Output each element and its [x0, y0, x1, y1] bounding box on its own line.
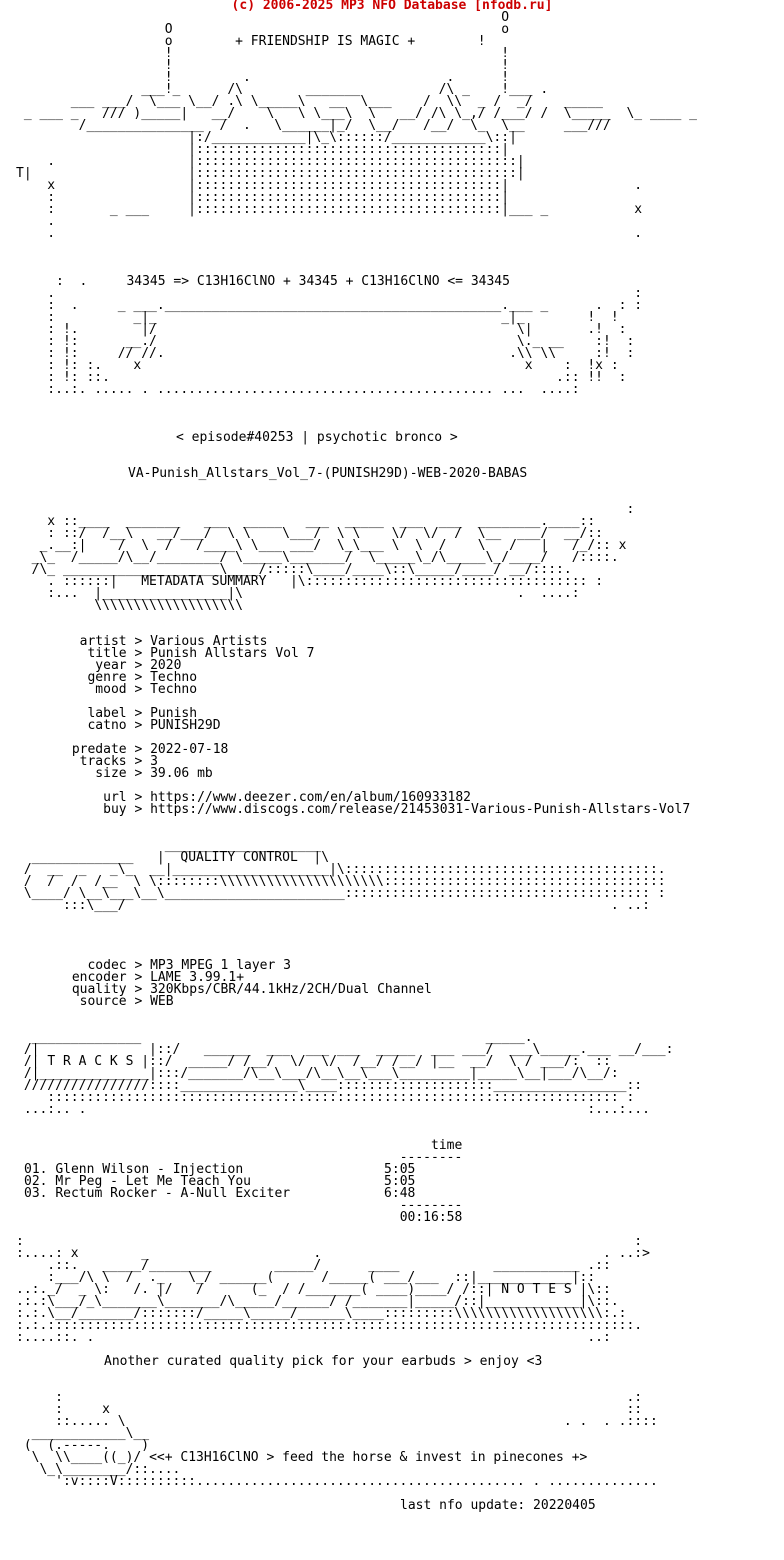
meta-value: PUNISH29D [150, 718, 221, 733]
meta-key: size [64, 766, 127, 781]
quality-value: MP3 MPEG 1 layer 3 [150, 958, 291, 973]
meta-value: Punish Allstars Vol 7 [150, 646, 315, 661]
meta-value: https://www.deezer.com/en/album/160933182 [150, 790, 472, 805]
meta-key: mood [64, 682, 127, 697]
meta-row: size > 39.06 mb [64, 766, 213, 781]
meta-key: predate [64, 742, 127, 757]
metadata-list [64, 636, 690, 816]
meta-row: url > https://www.deezer.com/en/album/160933182 [64, 790, 472, 805]
total-row [24, 1212, 462, 1224]
meta-key: label [64, 706, 127, 721]
quality-list [64, 960, 432, 1008]
meta-key: url [64, 790, 127, 805]
notes-heading: N O T E S [501, 1282, 572, 1297]
meta-row: predate > 2022-07-18 [64, 742, 229, 757]
meta-value: Punish [150, 706, 198, 721]
metadata-section-art: : x ::____ _______ ___ _____ ___ _____ ___ ___ ________.____:: : ::/ /__\ __/___/ \ \ \___/ \ \ \/ \/ / \__ ___/ __/:: _.__:| / \ / /____\ \___ ___/ \_\___ \ \ / \ / | /_/:: x _\_ /_____/\__/________/ \_____\_______/ \_____\_/\_____\_/____/ /::::. /\_ ____________________\____/:::::\____/____\::\_____/____/ __/::::. . ::::::| METADATA SUMMARY |\:::::::::::::::::::::::::::::::::::: : :... |________________|\ . ....: \\\\\\\\\\\\\\\\\\\ [31, 502, 635, 613]
meta-row: tracks > 3 [64, 754, 158, 769]
track-number: 02. [24, 1174, 48, 1189]
quality-section-art: ____________________ _____________ | QUALITY CONTROL |\ / __ _ _\_ __|____________________|\::::::::::::::::::::::::::::::::::::::::. / / / /__ \ \::::::::\\\\\\\\\\\\\\\\\\\\\:::::::::::::::::::::::::::::::::::: \____/ \__\___\__\_______________________::::::::::::::::::::::::::::::::::::::: : :::\___/ . ..: [23, 838, 666, 913]
formula-line: : . 34345 => C13H16ClNO + 34345 + C13H16ClNO <= 34345 [56, 274, 510, 289]
release-name: VA-Punish_Allstars_Vol_7-(PUNISH29D)-WEB-2020-BABAS [128, 466, 528, 481]
meta-key: title [64, 646, 127, 661]
metadata-heading: METADATA SUMMARY [141, 574, 267, 589]
meta-row: genre > Techno [64, 670, 198, 685]
notes-text: Another curated quality pick for your earbuds > enjoy <3 [104, 1354, 543, 1369]
quality-key: source [64, 994, 127, 1009]
quality-key: codec [64, 958, 127, 973]
top-ascii-art: O O o o + FRIENDSHIP IS MAGIC + ! ! ! ! ! ! . . ! ___!_ /\ _______ /\ _ !___ . ___ ___/ \___ \__/ .\ \_____\ __ \___ / \\ _ / _/ _____ _ ___ _ /// )_____| __/ \ \ \___\ \ __/ /\ \_,/ /___/ / \_____ \_ ____ _ /_______________ / . \______|_/ \__/ /__/ \_ \__ ___/// |:/____________|\_\::::::/____________\::| |:::::::::::::::::::::::::::::::::::::::| . |:::::::::::::::::::::::::::::::::::::::::| T| |:::::::::::::::::::::::::::::::::::::::::| x |:::::::::::::::::::::::::::::::::::::::| . : |:::::::::::::::::::::::::::::::::::::::| : _ ___ |:::::::::::::::::::::::::::::::::::::::|___ _ x . . . [16, 10, 697, 241]
meta-value: 2020 [150, 658, 182, 673]
meta-value: https://www.discogs.com/release/21453031-Various-Punish-Allstars-Vol7 [150, 802, 691, 817]
time-rule: -------- [399, 1150, 463, 1165]
meta-row: catno > PUNISH29D [64, 718, 221, 733]
quality-row: source > WEB [64, 994, 174, 1009]
track-number: 03. [24, 1186, 48, 1201]
quality-row: encoder > LAME 3.99.1+ [64, 970, 245, 985]
meta-key: genre [64, 670, 127, 685]
meta-value: 39.06 mb [150, 766, 213, 781]
meta-row: buy > https://www.discogs.com/release/21453031-Various-Punish-Allstars-Vol7 [64, 802, 691, 817]
copyright-header: (c) 2006-2025 MP3 NFO Database [nfodb.ru] [231, 0, 553, 13]
meta-value: Techno [150, 682, 198, 697]
tracklist [24, 1140, 462, 1224]
meta-key: tracks [64, 754, 127, 769]
meta-value: Various Artists [150, 634, 268, 649]
quality-row: quality > 320Kbps/CBR/44.1kHz/2CH/Dual Channel [64, 982, 432, 997]
footer-art: : .: : x :: ::..... \ . . . .:::: ____________\__ ( (.-----. ) \ \\____((_)/ <<+ C13H16ClNO > feed the horse & invest in pinecones +> \_\________/::.... ':v::::V::::::::::.......................................... . .............. [23, 1390, 658, 1489]
meta-value: 2022-07-18 [150, 742, 229, 757]
quality-value: LAME 3.99.1+ [150, 970, 245, 985]
meta-row: year > 2020 [64, 658, 182, 673]
quality-key: quality [64, 982, 127, 997]
quality-key: encoder [64, 970, 127, 985]
meta-key: catno [64, 718, 127, 733]
episode-line: < episode#40253 | psychotic bronco > [176, 430, 458, 445]
meta-row: label > Punish [64, 706, 198, 721]
track-time: 5:05 [384, 1162, 416, 1177]
tracks-heading: T R A C K S [47, 1054, 134, 1069]
track-number: 01. [24, 1162, 48, 1177]
quality-heading: QUALITY CONTROL [180, 850, 298, 865]
signoff-text: <<+ C13H16ClNO > feed the horse & invest in pinecones +> [149, 1450, 588, 1465]
tracks-section-art: ______________ _____. /| |::/ ______ ___ ___ ___ _____ ___ ___/ ___\_____.___ __/___: /| T R A C K S |::/ _____/ /__/ \/ \/ /__/ /__/ |__ __/ \ / ___/: :: /|______________|:::/_______/\__\___/\__\__\___\_________|_____\__|___/\__/: ////////////////::::_______________\____::::::::::::::::::::_________________:: ::::::::::::::::::::::::::::::::::::::::::::::::::::::::::::::::::::::::: : ...:.. . :...:... [23, 1030, 674, 1117]
quality-row: codec > MP3 MPEG 1 layer 3 [64, 958, 291, 973]
meta-key: buy [64, 802, 127, 817]
tagline: + FRIENDSHIP IS MAGIC + [235, 34, 416, 49]
track-time: 6:48 [384, 1186, 416, 1201]
quality-value: 320Kbps/CBR/44.1kHz/2CH/Dual Channel [150, 982, 432, 997]
meta-value: Techno [150, 670, 198, 685]
meta-key: year [64, 658, 127, 673]
track-title: Mr Peg - Let Me Teach You [55, 1174, 251, 1189]
meta-row: artist > Various Artists [64, 634, 268, 649]
last-update: last nfo update: 20220405 [400, 1498, 596, 1513]
track-time: 5:05 [384, 1174, 416, 1189]
formula-text: 34345 => C13H16ClNO + 34345 + C13H16ClNO <= 34345 [126, 274, 510, 289]
track-title: Glenn Wilson - Injection [55, 1162, 244, 1177]
total-rule: -------- [399, 1198, 463, 1213]
meta-row: title > Punish Allstars Vol 7 [64, 646, 315, 661]
meta-row: mood > Techno [64, 682, 198, 697]
meta-key: artist [64, 634, 127, 649]
total-time: 00:16:58 [399, 1210, 463, 1225]
track-title: Rectum Rocker - A-Null Exciter [55, 1186, 291, 1201]
meta-value: 3 [150, 754, 158, 769]
quality-value: WEB [150, 994, 174, 1009]
frame-art: . : : . _ ___.___________________________________________.___ _ . : : : _|_ _|_ ! ! : !. |/ \| .! : : !: __./ \._ __ :! : : !: // //. .\\ \\ :! : : !: :. x x : !x : : !: ::. .:: !! : :..:. ..... . ........................................... ... ....: [47, 286, 643, 397]
notes-section-art: : : :....: x _ . . ..:> .::. _____/________ _____/ ____ ___________ .:: :___/\ \ / ._ \_/ ______( /_____( ___/___ ::|____________|:: ..:._/ _ \: /. |/ / (_ / /_______( ____)____/ /::| N O T E S |\:: .:.:\___/_\_______\_______/\_____/______/ /_______|_____/::|____________|\::. :.:.\__/_______/:::::::/_____\_____/______\____:::::::::\\\\\\\\\\\\\\\\\\\:.: :.:.:::::::::::::::::::::::::::::::::::::::::::::::::::::::::::::::::::::::::::. :....::. . ..: [16, 1234, 650, 1345]
time-header: time [431, 1138, 463, 1153]
